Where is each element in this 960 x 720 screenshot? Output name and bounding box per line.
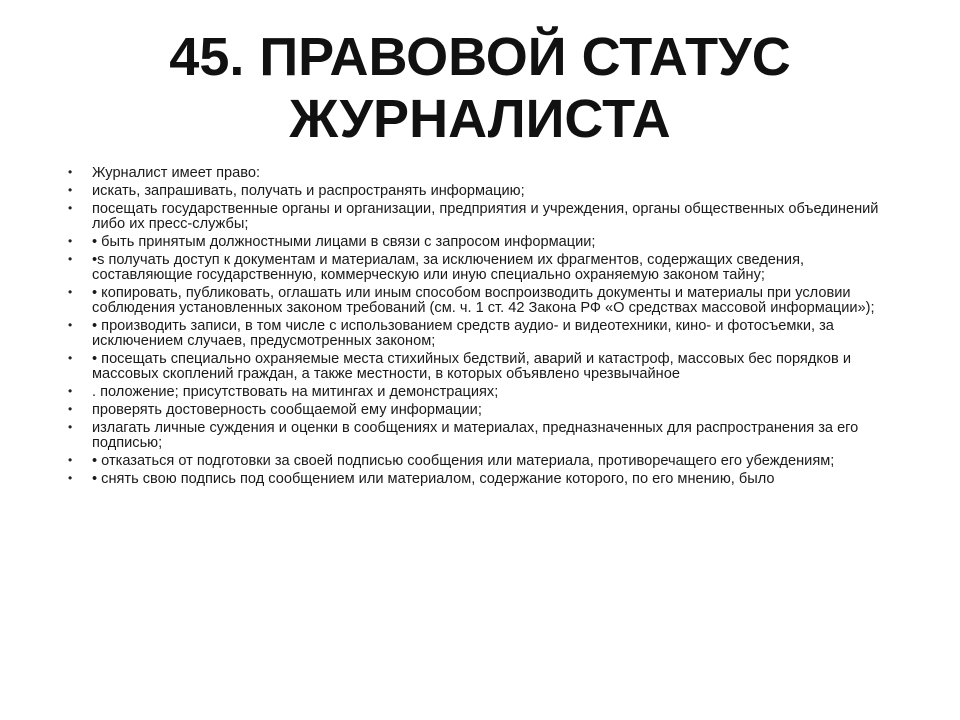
list-item [68,202,908,232]
bullet-icon: • [68,384,73,398]
list-item-text: • посещать специально охраняемые места стихийных бедствий, аварий и катастроф, массовых бес порядков и массовых скоплений граждан, а также местности, в которых объявлено чрезвычайное [92,351,851,382]
list-item-text: • производить записи, в том числе с использованием средств аудио- и видеотехники, кино- и фотосъемки, за исключением случаев, предусмотренных законом; [92,318,834,349]
list-item [68,166,908,181]
bullet-icon: • [68,183,73,197]
bullet-icon: • [68,285,73,299]
bullet-icon: • [68,165,73,179]
list-item [68,454,908,469]
list-item [68,253,908,283]
list-item-text: • копировать, публиковать, оглашать или иным способом воспроизводить документы и материалы при условии соблюдения установленных законом требований (см. ч. 1 ст. 42 Закона РФ «О средствах массовой информации»); [92,285,875,316]
list-item [68,235,908,250]
list-item-text: . положение; присутствовать на митингах и демонстрациях; [92,384,499,400]
list-item [68,472,908,487]
list-item-text: посещать государственные органы и организации, предприятия и учреждения, органы общественных объединений либо их пресс-службы; [92,201,879,232]
bullet-icon: • [68,318,73,332]
bullet-icon: • [68,471,73,485]
list-item [68,184,908,199]
list-item-text: • снять свою подпись под сообщением или материалом, содержание которого, по его мнению, было [92,471,775,487]
bullet-icon: • [68,201,73,215]
bullet-icon: • [68,252,73,266]
slide-title [0,26,960,150]
bullet-icon: • [68,402,73,416]
list-item-text: • быть принятым должностными лицами в связи с запросом информации; [92,234,596,250]
list-item-text: излагать личные суждения и оценки в сообщениях и материалах, предназначенных для распространения за его подписью; [92,420,859,451]
bullet-icon: • [68,453,73,467]
list-item [68,319,908,349]
list-item [68,385,908,400]
list-item-text: проверять достоверность сообщаемой ему информации; [92,402,482,418]
title-line-1: 45. ПРАВОВОЙ СТАТУС [169,27,791,87]
bullet-icon: • [68,351,73,365]
list-item [68,352,908,382]
bullet-list [68,166,908,490]
list-item-text: Журналист имеет право: [92,165,261,181]
list-item-text: •s получать доступ к документам и материалам, за исключением их фрагментов, содержащих сведения, составляющие государственную, коммерческую или иную специально охраняемую законом тайну; [92,252,805,283]
list-item-text: искать, запрашивать, получать и распространять информацию; [92,183,525,199]
list-item [68,286,908,316]
title-line-2: ЖУРНАЛИСТА [289,89,671,149]
list-item [68,403,908,418]
list-item-text: • отказаться от подготовки за своей подписью сообщения или материала, противоречащего его убеждениям; [92,453,835,469]
list-item [68,421,908,451]
bullet-icon: • [68,420,73,434]
bullet-icon: • [68,234,73,248]
